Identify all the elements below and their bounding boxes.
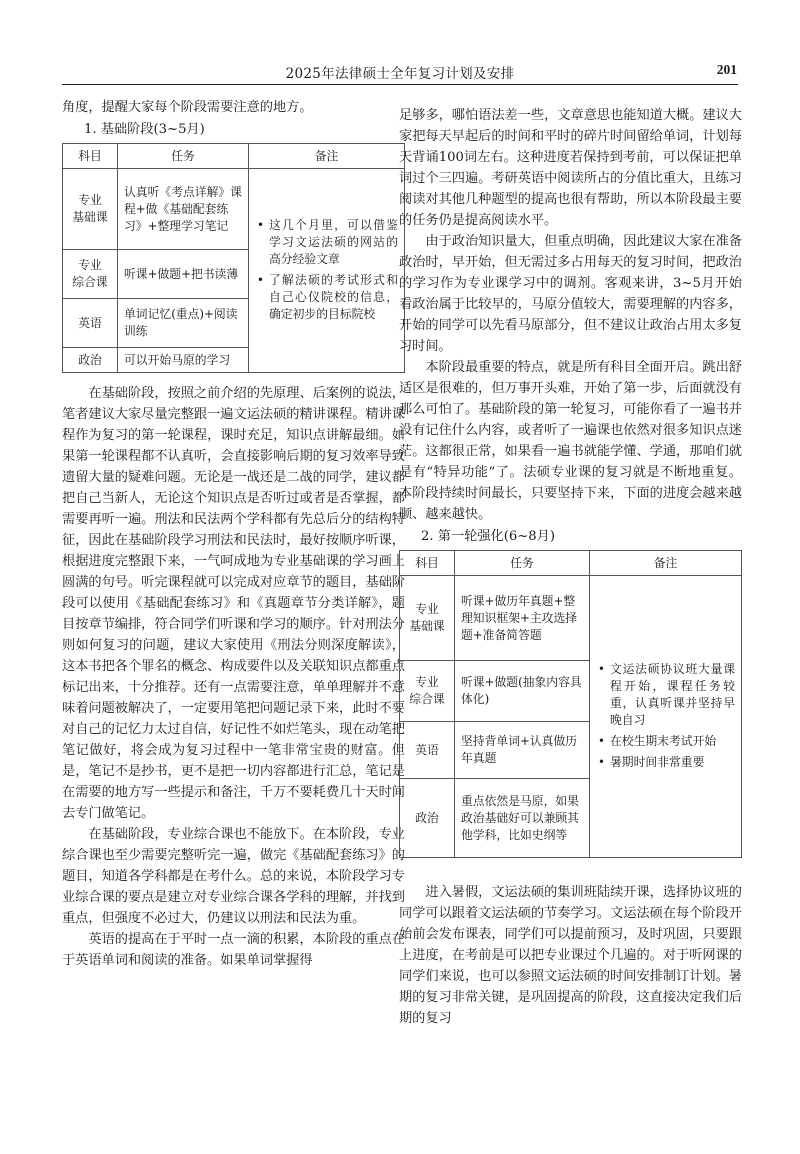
- subject-cell: 专业 基础课: [400, 576, 455, 661]
- section-2-heading: 2. 第一轮强化(6~8月): [421, 529, 556, 544]
- note-item: • 这几个月里，可以借鉴学习文运法硕的网站的高分经验文章: [257, 217, 398, 266]
- left-column: [62, 97, 405, 971]
- paragraph: 在基础阶段，按照之前介绍的先原理、后案例的说法，笔者建议大家尽量完整跟一遍文运法硕的精讲课程。精讲课程作为复习的第一轮课程，课时充足，知识点讲解最细。如果第一轮课程都不认真听，会直接影响后期的复习效率导致遗留大量的疑难问题。无论是一战还是二战的同学，建议都把自己当新人，无论这个知识点是否听过或者是否掌握，都需要再听一遍。刑法和民法两个学科都有先总后分的结构特征，因此在基础阶段学习刑法和民法时，最好按顺序听课，根据进度完整跟下来，一气呵成地为专业基础课的学习画上圆满的句号。听完课程就可以完成对应章节的题目，基础阶段可以使用《基础配套练习》和《真题章节分类详解》，题目按章节编排，符合同学们听课和学习的顺序。针对刑法分则如何复习的问题，建议大家使用《刑法分则深度解读》，这本书把各个罪名的概念、构成要件以及关联知识点都重点标记出来，十分推荐。还有一点需要注意，单单理解并不意味着问题被解决了，一定要用笔把问题记录下来，此时不要对自己的记忆力太过自信，好记性不如烂笔头，现在动笔把笔记做好，将会成为复习过程中一笔非常宝贵的财富。但是，笔记不是抄书，更不是把一切内容都进行汇总，笔记是在需要的地方写一些提示和备注，千万不要耗费几十天时间去专门做笔记。: [62, 386, 405, 821]
- section-1-heading: 1. 基础阶段(3~5月): [84, 122, 205, 137]
- table-header-row: [63, 144, 405, 169]
- note-item: • 了解法硕的考试形式和自己心仪院校的信息，确定初步的目标院校: [257, 272, 398, 321]
- right-column: [399, 105, 742, 1029]
- task-cell: 重点依然是马原，如果政治基础好可以兼顾其他学科，比如史纲等: [455, 779, 590, 858]
- paragraph: 在基础阶段，专业综合课也不能放下。在本阶段，专业综合课也至少需要完整听完一遍，做完《基础配套练习》的题目，知道各学科都是在考什么。总的来说，本阶段学习专业综合课的要点是建立对专业综合课各学科的理解，并找到重点，但强度不必过大，仍建议以刑法和民法为重。: [62, 827, 405, 926]
- note-cell: [249, 169, 405, 373]
- task-cell: 可以开始马原的学习: [118, 348, 249, 373]
- table-row: [63, 169, 405, 250]
- note-cell: [590, 576, 742, 858]
- subject-cell: 政治: [63, 348, 118, 373]
- subject-cell: 政治: [400, 779, 455, 858]
- header-note: 备注: [249, 144, 405, 169]
- header-task: 任务: [118, 144, 249, 169]
- subject-cell: 英语: [63, 299, 118, 348]
- note-item: • 暑期时间非常重要: [598, 754, 705, 769]
- note-item: • 文运法硕协议班大量课程开始，课程任务较重，认真听课并坚持早晚自习: [598, 661, 735, 727]
- intro-line: 角度，提醒大家每个阶段需要注意的地方。: [62, 100, 313, 115]
- subject-cell: 专业 综合课: [63, 250, 118, 299]
- table-header-row: [400, 551, 742, 576]
- task-cell: 听课+做题(抽象内容具体化): [455, 661, 590, 722]
- task-cell: 认真听《考点详解》课程+做《基础配套练习》+整理学习笔记: [118, 169, 249, 250]
- first-reinforcement-table: [399, 550, 742, 858]
- table-row: [400, 576, 742, 661]
- basic-stage-table: [62, 143, 405, 373]
- running-header: [63, 62, 737, 84]
- paragraph: 由于政治知识量大，但重点明确，因此建议大家在准备政治时，早开始，但无需过多占用每天的复习时间，把政治的学习作为专业课学习中的调剂。客观来讲，3~5月开始看政治属于比较早的，马原分值较大，需要理解的内容多，开始的同学可以先看马原部分，但不建议让政治占用太多复习时间。: [399, 234, 742, 354]
- task-cell: 听课+做历年真题+整理知识框架+主攻选择题+准备简答题: [455, 576, 590, 661]
- paragraph: 英语的提高在于平时一点一滴的积累，本阶段的重点在于英语单词和阅读的准备。如果单词掌握得: [62, 932, 405, 968]
- header-subject: 科目: [400, 551, 455, 576]
- header-rule: [62, 84, 738, 85]
- subject-cell: 英语: [400, 722, 455, 779]
- paragraph: 进入暑假，文运法硕的集训班陆续开课，选择协议班的同学可以跟着文运法硕的节奏学习。文运法硕在每个阶段开始前会发布课表，同学们可以提前预习，及时巩固，只要跟上进度，在考前是可以把专业课过个几遍的。对于听网课的同学们来说，也可以参照文运法硕的时间安排制订计划。暑期的复习非常关键，是巩固提高的阶段，这直接决定我们后期的复习: [399, 885, 742, 1026]
- header-task: 任务: [455, 551, 590, 576]
- note-item: • 在校生期末考试开始: [598, 733, 717, 748]
- page-number: 201: [716, 62, 737, 77]
- task-cell: 单词记忆(重点)+阅读训练: [118, 299, 249, 348]
- subject-cell: 专业 基础课: [63, 169, 118, 250]
- paragraph: 本阶段最重要的特点，就是所有科目全面开启。跳出舒适区是很难的，但万事开头难，开始了第一步，后面就没有那么可怕了。基础阶段的第一轮复习，可能你看了一遍书并没有记住什么内容，或者听了一遍课也依然对很多知识点迷茫。这都很正常，如果看一遍书就能学懂、学通，那咱们就是有“特异功能”了。法硕专业课的复习就是不断地重复。本阶段持续时间最长，只要坚持下来，下面的进度会越来越顺、越来越快。: [399, 360, 742, 522]
- header-title: 2025年法律硕士全年复习计划及安排: [285, 66, 515, 82]
- subject-cell: 专业 综合课: [400, 661, 455, 722]
- header-note: 备注: [590, 551, 742, 576]
- paragraph: 足够多，哪怕语法差一些，文章意思也能知道大概。建议大家把每天早起后的时间和平时的碎片时间留给单词，计划每天背诵100词左右。这种进度若保持到考前，可以保证把单词过个三四遍。考研英语中阅读所占的分值比重大，且练习阅读对其他几种题型的提高也很有帮助，所以本阶段最主要的任务仍是提高阅读水平。: [399, 108, 742, 228]
- task-cell: 听课+做题+把书读薄: [118, 250, 249, 299]
- task-cell: 坚持背单词+认真做历年真题: [455, 722, 590, 779]
- header-subject: 科目: [63, 144, 118, 169]
